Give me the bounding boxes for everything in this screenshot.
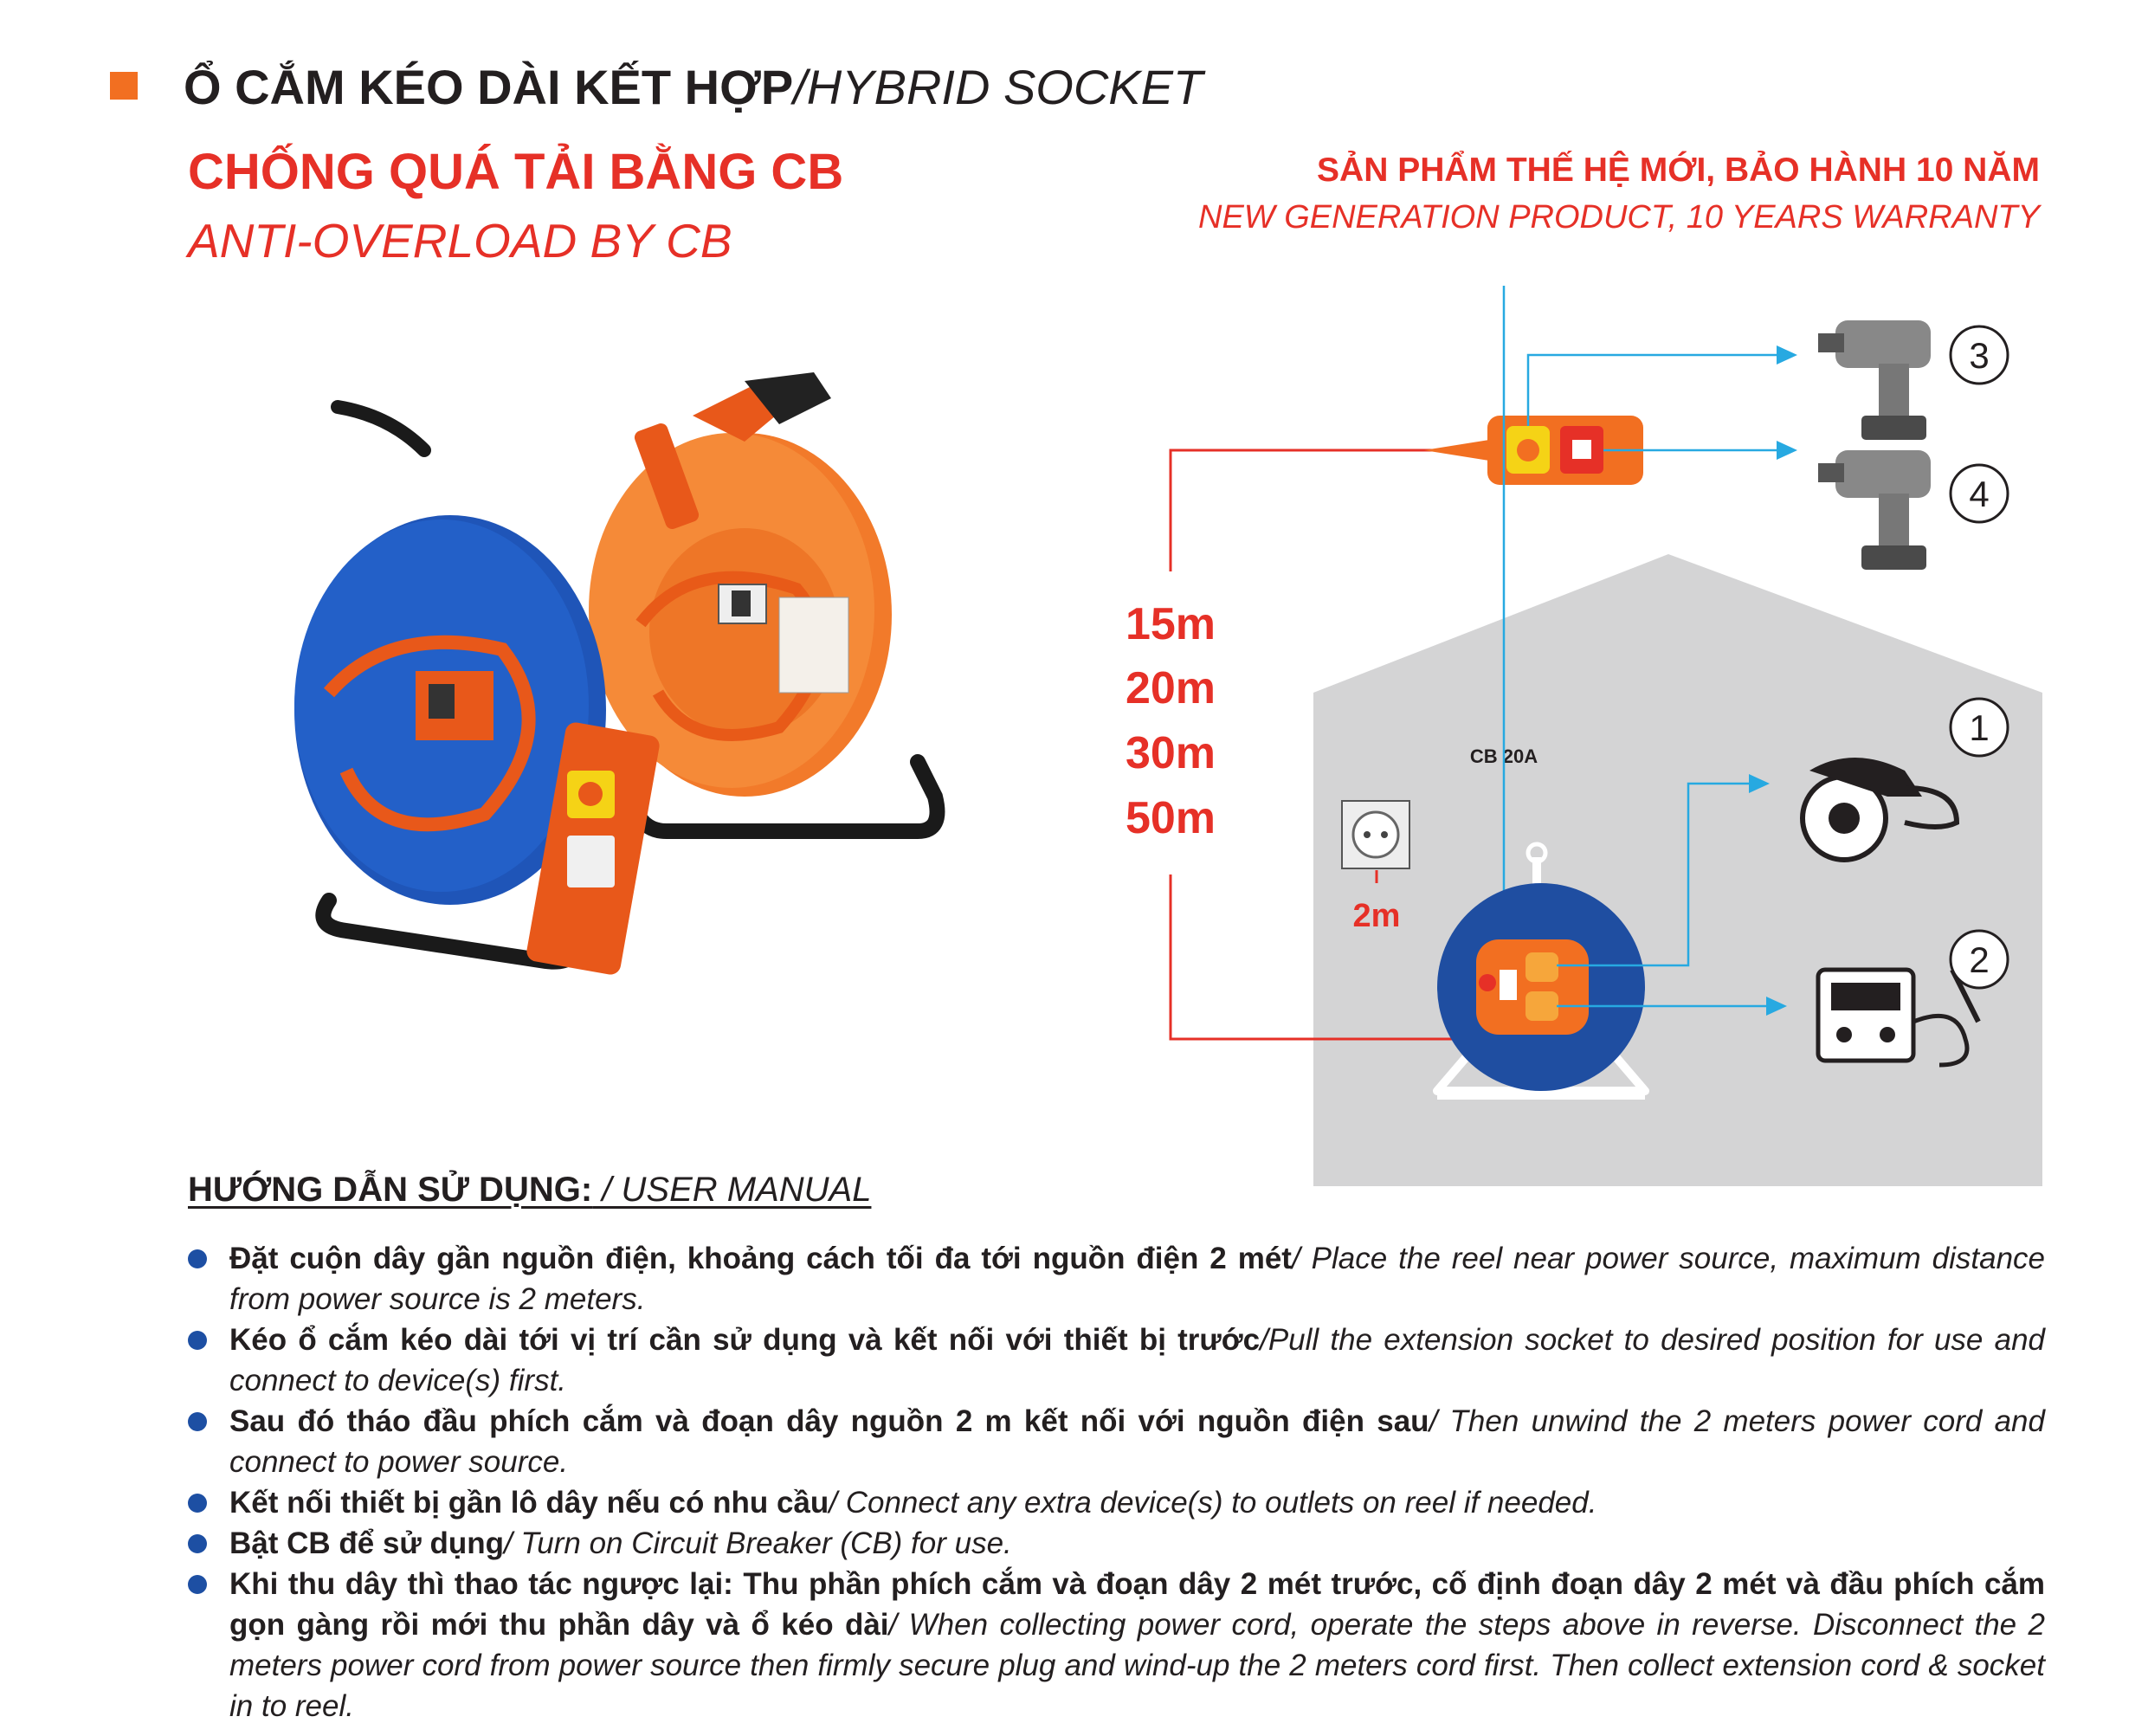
device-number-2: 2 bbox=[1969, 939, 1990, 980]
list-item bbox=[188, 1523, 2045, 1564]
header-square-icon bbox=[110, 72, 138, 100]
list-item bbox=[188, 1564, 2045, 1726]
list-item bbox=[188, 1401, 2045, 1482]
device-number-1: 1 bbox=[1969, 707, 1990, 748]
manual-heading bbox=[188, 1171, 871, 1210]
impact-drill-icon bbox=[1818, 450, 1931, 570]
cb-label: CB 20A bbox=[1469, 745, 1538, 767]
warranty-en: NEW GENERATION PRODUCT, 10 YEARS WARRANTY bbox=[1198, 199, 2040, 236]
item-vi: Bật CB để sử dụng bbox=[229, 1526, 505, 1560]
list-item bbox=[188, 1320, 2045, 1401]
length-20m: 20m bbox=[1126, 663, 1216, 713]
page-title bbox=[184, 59, 1203, 115]
item-en: / Then unwind the 2 meters power cord and connect to power source. bbox=[229, 1404, 2045, 1479]
arrow-to-device-3 bbox=[1528, 355, 1777, 426]
manual-heading-en: / USER MANUAL bbox=[592, 1171, 872, 1209]
house-shape bbox=[1313, 554, 2042, 1186]
item-en: / Turn on Circuit Breaker (CB) for use. bbox=[504, 1526, 1012, 1560]
wall-outlet-icon bbox=[1342, 801, 1409, 868]
product-photo bbox=[260, 364, 1039, 1056]
short-cord-length: 2m bbox=[1352, 898, 1401, 934]
list-item bbox=[188, 1482, 2045, 1523]
length-30m: 30m bbox=[1126, 728, 1216, 778]
subtitle-en: ANTI-OVERLOAD BY CB bbox=[188, 214, 732, 268]
list-item bbox=[188, 1238, 2045, 1320]
extension-cord-line-top bbox=[1171, 450, 1489, 571]
cordless-drill-icon bbox=[1818, 320, 1931, 440]
bullet-icon bbox=[188, 1412, 207, 1431]
subtitle-vi: CHỐNG QUÁ TẢI BẰNG CB bbox=[188, 144, 844, 200]
length-50m: 50m bbox=[1126, 793, 1216, 843]
usage-diagram bbox=[1126, 286, 2148, 1195]
device-number-3: 3 bbox=[1969, 335, 1990, 376]
device-number-4: 4 bbox=[1969, 474, 1990, 514]
item-en: / When collecting power cord, operate the steps above in reverse. Disconnect the 2 meters power cord from power source then firmly secure plug and wind-up the 2 meters cord first. Then collect extension cord & socket in to reel. bbox=[229, 1608, 2045, 1723]
item-vi: Sau đó tháo đầu phích cắm và đoạn dây nguồn 2 m kết nối với nguồn điện sau bbox=[229, 1404, 1429, 1438]
length-15m: 15m bbox=[1126, 599, 1216, 649]
page-title-vi: Ổ CẮM KÉO DÀI KẾT HỢP bbox=[184, 60, 794, 114]
item-en: / Connect any extra device(s) to outlets on reel if needed. bbox=[829, 1486, 1597, 1520]
bullet-icon bbox=[188, 1534, 207, 1553]
bullet-icon bbox=[188, 1494, 207, 1513]
manual-list bbox=[188, 1238, 2045, 1726]
item-vi: Kéo ổ cắm kéo dài tới vị trí cần sử dụng và kết nối với thiết bị trước bbox=[229, 1323, 1261, 1357]
item-en: / Place the reel near power source, maximum distance from power source is 2 meters. bbox=[229, 1242, 2045, 1316]
warranty-vi: SẢN PHẨM THẾ HỆ MỚI, BẢO HÀNH 10 NĂM bbox=[1317, 152, 2040, 189]
manual-heading-vi: HƯỚNG DẪN SỬ DỤNG: bbox=[188, 1171, 593, 1209]
item-vi: Khi thu dây thì thao tác ngược lại: Thu phần phích cắm và đoạn dây 2 mét trước, cố định đoạn dây 2 mét và đầu phích cắm gọn gàng rồi mới thu phần dây và ổ kéo dài bbox=[229, 1567, 2045, 1642]
item-vi: Đặt cuộn dây gần nguồn điện, khoảng cách tối đa tới nguồn điện 2 mét bbox=[229, 1242, 1292, 1275]
item-vi: Kết nối thiết bị gần lô dây nếu có nhu cầu bbox=[229, 1486, 829, 1520]
bullet-icon bbox=[188, 1331, 207, 1350]
bullet-icon bbox=[188, 1575, 207, 1594]
page-title-en: /HYBRID SOCKET bbox=[793, 60, 1203, 114]
bullet-icon bbox=[188, 1249, 207, 1268]
item-en: /Pull the extension socket to desired position for use and connect to device(s) first. bbox=[229, 1323, 2046, 1397]
